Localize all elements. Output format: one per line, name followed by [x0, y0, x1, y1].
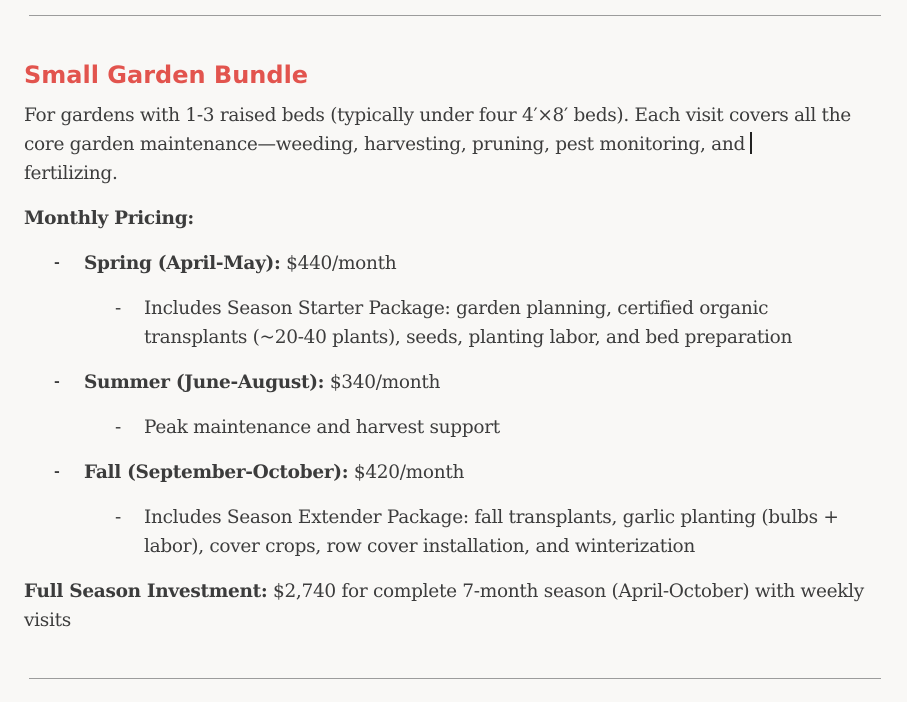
- bundle-description: [24, 101, 884, 188]
- investment-label: Full Season Investment:: [24, 581, 268, 602]
- bundle-section: [24, 58, 884, 635]
- season-details: [24, 503, 884, 561]
- season-summer: [24, 368, 884, 442]
- monthly-pricing-label: [24, 204, 884, 233]
- detail-item: [24, 503, 844, 561]
- top-divider: [29, 15, 881, 16]
- monthly-pricing-heading: Monthly Pricing:: [24, 208, 194, 229]
- detail-text: Includes Season Starter Package: garden planning, certified organic transplants (~20-40 plants), seeds, planting labor, and bed preparation: [144, 298, 793, 348]
- description-end: fertilizing.: [24, 163, 118, 184]
- detail-text: Peak maintenance and harvest support: [144, 417, 500, 438]
- season-details: [24, 294, 884, 352]
- season-price: $340/month: [329, 372, 441, 393]
- bottom-divider: [29, 678, 881, 679]
- bullet-dash: -: [54, 255, 60, 271]
- season-fall: [24, 458, 884, 561]
- season-row-fall: [24, 458, 884, 487]
- detail-text: Includes Season Extender Package: fall transplants, garlic planting (bulbs + labor), cover crops, row cover installation, and winterization: [144, 507, 839, 557]
- full-season-investment: [24, 577, 884, 635]
- bullet-dash: -: [54, 464, 60, 480]
- season-details: [24, 413, 884, 442]
- bullet-dash: -: [115, 507, 121, 528]
- season-name: Summer (June-August):: [84, 372, 325, 393]
- detail-item: [24, 413, 844, 442]
- investment-text: $2,740 for complete 7-month season (April-October) with weekly visits: [24, 581, 864, 631]
- text-cursor: [750, 132, 752, 154]
- bullet-dash: -: [115, 417, 121, 438]
- bullet-dash: -: [115, 298, 121, 319]
- season-spring: [24, 249, 884, 352]
- description-text: For gardens with 1-3 raised beds (typically under four 4′×8′ beds). Each visit covers all the core garden maintenance—weeding, harvesting, pruning, pest monitoring, and: [24, 105, 851, 155]
- season-row-summer: [24, 368, 884, 397]
- season-name: Spring (April-May):: [84, 253, 281, 274]
- bullet-dash: -: [54, 374, 60, 390]
- season-row-spring: [24, 249, 884, 278]
- season-price: $420/month: [353, 462, 465, 483]
- bundle-title: Small Garden Bundle: [24, 61, 309, 89]
- season-price: $440/month: [286, 253, 397, 274]
- season-list: [24, 249, 884, 561]
- season-name: Fall (September-October):: [84, 462, 349, 483]
- detail-item: [24, 294, 844, 352]
